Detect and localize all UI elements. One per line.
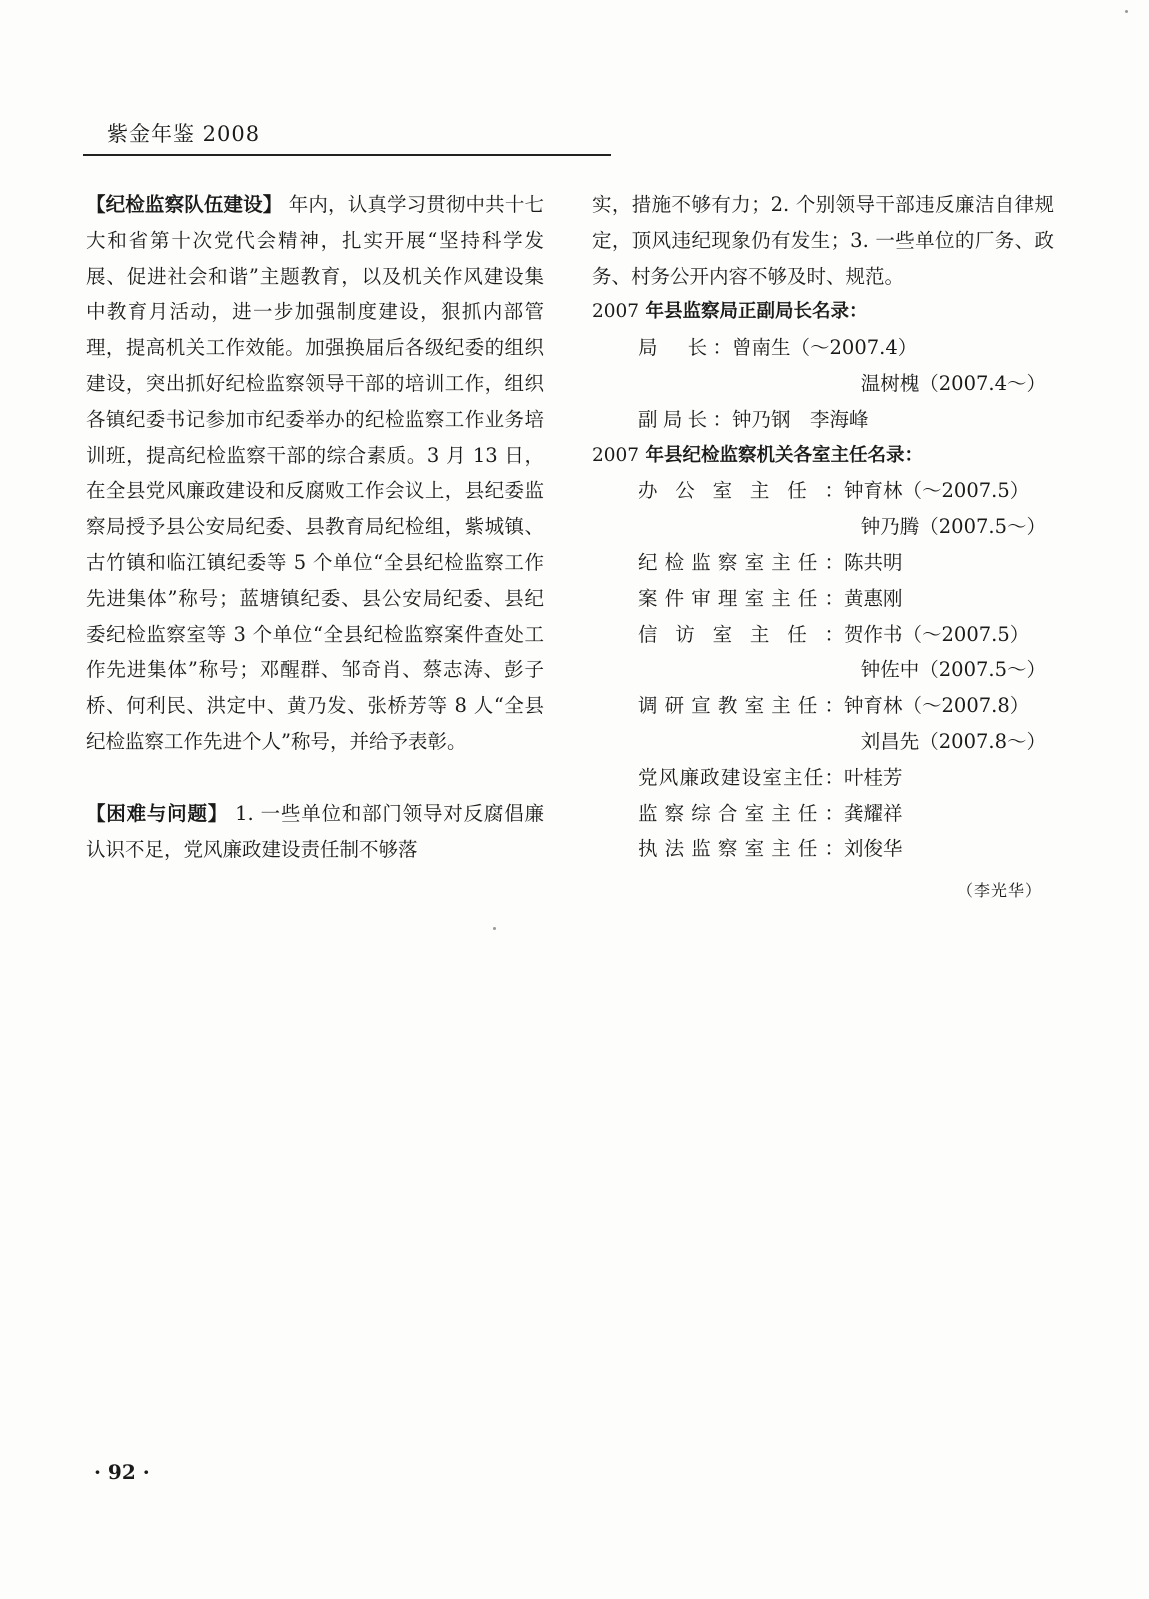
list-row — [592, 581, 1054, 617]
list-row — [592, 509, 1054, 545]
section-text: 1. 一些单位和部门领导对反腐倡廉认识不足，党风廉政建设责任制不够落 — [86, 801, 544, 861]
running-header: 紫金年鉴 2008 — [107, 122, 261, 146]
row-value: 龚耀祥 — [844, 801, 903, 825]
row-value: 叶桂芳 — [844, 765, 903, 789]
row-label: 监察综合室主任： — [638, 801, 844, 825]
author-byline: （李光华） — [956, 881, 1042, 901]
list-row — [592, 652, 1054, 688]
row-label: 纪检监察室主任： — [638, 550, 844, 574]
office-directors-list — [592, 473, 1054, 867]
row-value: 黄惠刚 — [844, 586, 903, 610]
row-value: 刘俊华 — [844, 837, 903, 861]
scan-speck — [1125, 10, 1128, 13]
scan-speck — [493, 927, 496, 930]
list-row — [592, 724, 1054, 760]
row-value: 钟育林（～2007.8） — [844, 694, 1030, 718]
section-heading: 【纪检监察队伍建设】 — [86, 193, 283, 216]
row-value: 钟育林（～2007.5） — [844, 479, 1030, 503]
row-label: 办公室主任： — [638, 479, 844, 503]
right-column — [592, 187, 1054, 909]
row-value: 贺作书（～2007.5） — [844, 622, 1030, 646]
left-column — [86, 187, 544, 867]
row-value: 温树槐（2007.4～） — [860, 371, 1046, 395]
row-label: 信访室主任： — [638, 622, 844, 646]
bureau-leaders-list — [592, 330, 1054, 437]
row-label: 调研宣教室主任： — [638, 694, 844, 718]
row-value: 刘昌先（2007.8～） — [860, 729, 1046, 753]
row-value: 陈共明 — [844, 550, 903, 574]
row-value: 钟乃腾（2007.5～） — [860, 515, 1046, 539]
list-row — [592, 330, 1054, 366]
header-rule — [83, 154, 611, 156]
row-value: 钟乃钢 李海峰 — [732, 407, 869, 431]
list-row — [592, 545, 1054, 581]
row-label: 局 长： — [638, 336, 732, 360]
list-row — [592, 402, 1054, 438]
continuation-paragraph: 实，措施不够有力；2. 个别领导干部违反廉洁自律规定，顶风违纪现象仍有发生；3. 一些单位的厂务、政务、村务公开内容不够及时、规范。 — [592, 193, 1054, 288]
row-label: 案件审理室主任： — [638, 586, 844, 610]
section-text: 年内，认真学习贯彻中共十七大和省第十次党代会精神，扎实开展“坚持科学发展、促进社会和谐”主题教育，以及机关作风建设集中教育月活动，进一步加强制度建设，狠抓内部管理，提高机关工作效能。加强换届后各级纪委的组织建设，突出抓好纪检监察领导干部的培训工作，组织各镇纪委书记参加市纪委举办的纪检监察工作业务培训班，提高纪检监察干部的综合素质。3 月 13 日，在全县党风廉政建设和反腐败工作会议上，县纪委监察局授予县公安局纪委、县教育局纪检组，紫城镇、古竹镇和临江镇纪委等 5 个单位“全县纪检监察工作先进集体”称号；蓝塘镇纪委、县公安局纪委、县纪委纪检监察室等 3 个单位“全县纪检监察案件查处工作先进集体”称号；邓醒群、邹奇肖、蔡志涛、彭子桥、何利民、洪定中、黄乃发、张桥芳等 8 人“全县纪检监察工作先进个人”称号，并给予表彰。 — [86, 193, 544, 753]
section-discipline-team — [86, 187, 544, 760]
list-row — [592, 473, 1054, 509]
section-heading: 【困难与问题】 — [86, 801, 229, 825]
list-row — [592, 760, 1054, 796]
row-label: 党风廉政建设室主任： — [638, 765, 844, 789]
list-row — [592, 688, 1054, 724]
list-heading-offices: 2007 年县纪检监察机关各室主任名录： — [592, 444, 924, 466]
row-value: 曾南生（～2007.4） — [732, 336, 918, 360]
section-difficulties — [86, 796, 544, 868]
row-label: 执法监察室主任： — [638, 837, 844, 861]
list-row — [592, 617, 1054, 653]
row-value: 钟佐中（2007.5～） — [860, 658, 1046, 682]
list-row — [592, 831, 1054, 867]
row-label: 副局长： — [638, 407, 732, 431]
list-row — [592, 366, 1054, 402]
list-row — [592, 796, 1054, 832]
page-number: · 92 · — [94, 1460, 150, 1484]
list-heading-bureau: 2007 年县监察局正副局长名录： — [592, 301, 868, 323]
